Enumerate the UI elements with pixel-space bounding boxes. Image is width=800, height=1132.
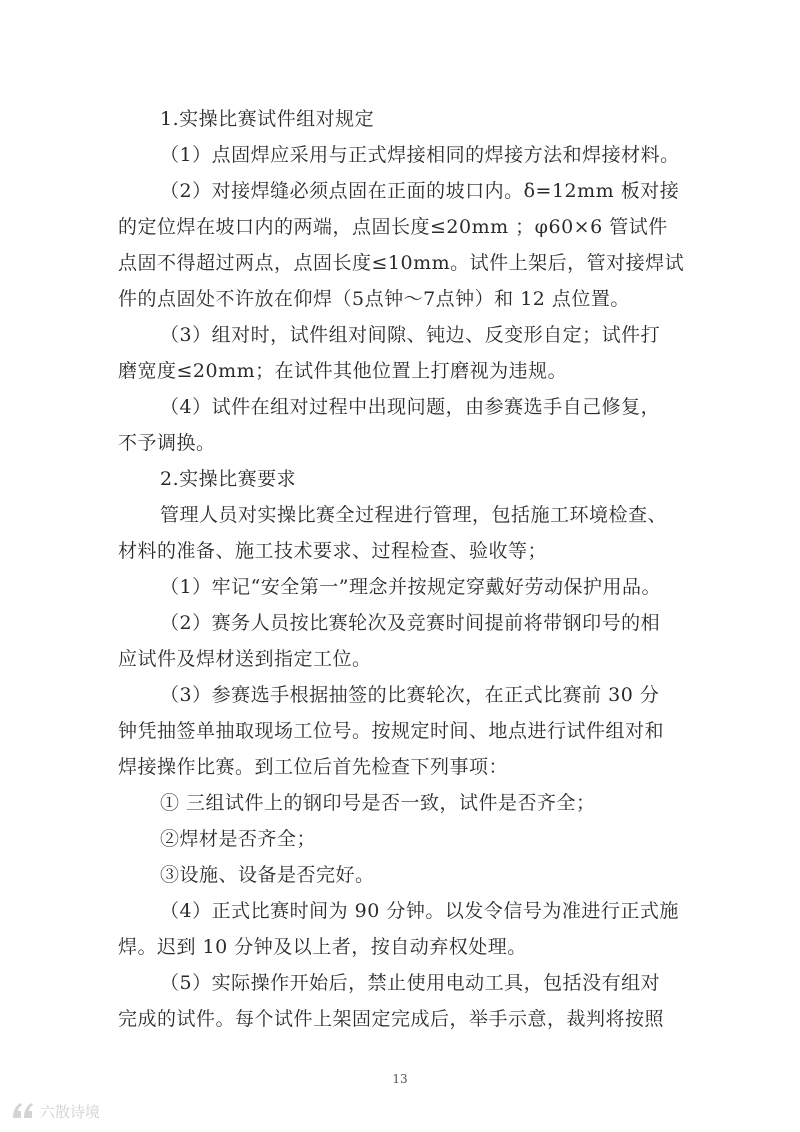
list-item: ① 三组试件上的钢印号是否一致，试件是否齐全； [160,792,596,814]
paragraph-line: （2）对接焊缝必须点固在正面的坡口内。δ=12mm 板对接 [160,180,680,202]
paragraph-line: （5）实际操作开始后，禁止使用电动工具，包括没有组对 [160,972,661,994]
section-heading-2: 2.实操比赛要求 [160,468,297,490]
paragraph-line: （1）点固焊应采用与正式焊接相同的焊接方法和焊接材料。 [160,144,680,166]
paragraph-line: （4）正式比赛时间为 90 分钟。以发令信号为准进行正式施 [160,900,679,922]
paragraph-line: 不予调换。 [118,432,216,454]
list-item: ②焊材是否齐全； [160,828,317,850]
paragraph-line: 材料的准备、施工技术要求、过程检查、验收等； [118,540,548,562]
watermark-text: 六散诗境 [40,1102,101,1121]
paragraph-line: 焊。迟到 10 分钟及以上者，按自动弃权处理。 [118,936,527,958]
paragraph-line: 点固不得超过两点，点固长度≤10mm。试件上架后，管对接焊试 [118,252,685,274]
paragraph-line: （1）牢记“安全第一”理念并按规定穿戴好劳动保护用品。 [160,576,662,598]
paragraph-line: 焊接操作比赛。到工位后首先检查下列事项： [118,756,509,778]
paragraph-line: 应试件及焊材送到指定工位。 [118,648,372,670]
watermark [10,1100,100,1122]
list-item: ③设施、设备是否完好。 [160,864,375,886]
paragraph-line: 管理人员对实操比赛全过程进行管理，包括施工环境检查、 [160,504,668,526]
section-heading-1: 1.实操比赛试件组对规定 [160,108,375,130]
paragraph-line: （4）试件在组对过程中出现问题，由参赛选手自己修复， [160,396,661,418]
paragraph-line: 钟凭抽签单抽取现场工位号。按规定时间、地点进行试件组对和 [118,720,665,742]
paragraph-line: 的定位焊在坡口内的两端，点固长度≤20mm ；φ60×6 管试件 [118,216,668,238]
paragraph-line: 磨宽度≤20mm；在试件其他位置上打磨视为违规。 [118,360,568,382]
paragraph-line: （2）赛务人员按比赛轮次及竞赛时间提前将带钢印号的相 [160,612,661,634]
page-number: 13 [392,1072,408,1086]
paragraph-line: （3）组对时，试件组对间隙、钝边、反变形自定；试件打 [160,324,661,346]
paragraph-line: 完成的试件。每个试件上架固定完成后，举手示意，裁判将按照 [118,1008,665,1030]
paragraph-line: （3）参赛选手根据抽签的比赛轮次，在正式比赛前 30 分 [160,684,660,706]
paragraph-line: 件的点固处不许放在仰焊（5点钟～7点钟）和 12 点位置。 [118,288,630,310]
quote-mark-icon [10,1100,36,1122]
